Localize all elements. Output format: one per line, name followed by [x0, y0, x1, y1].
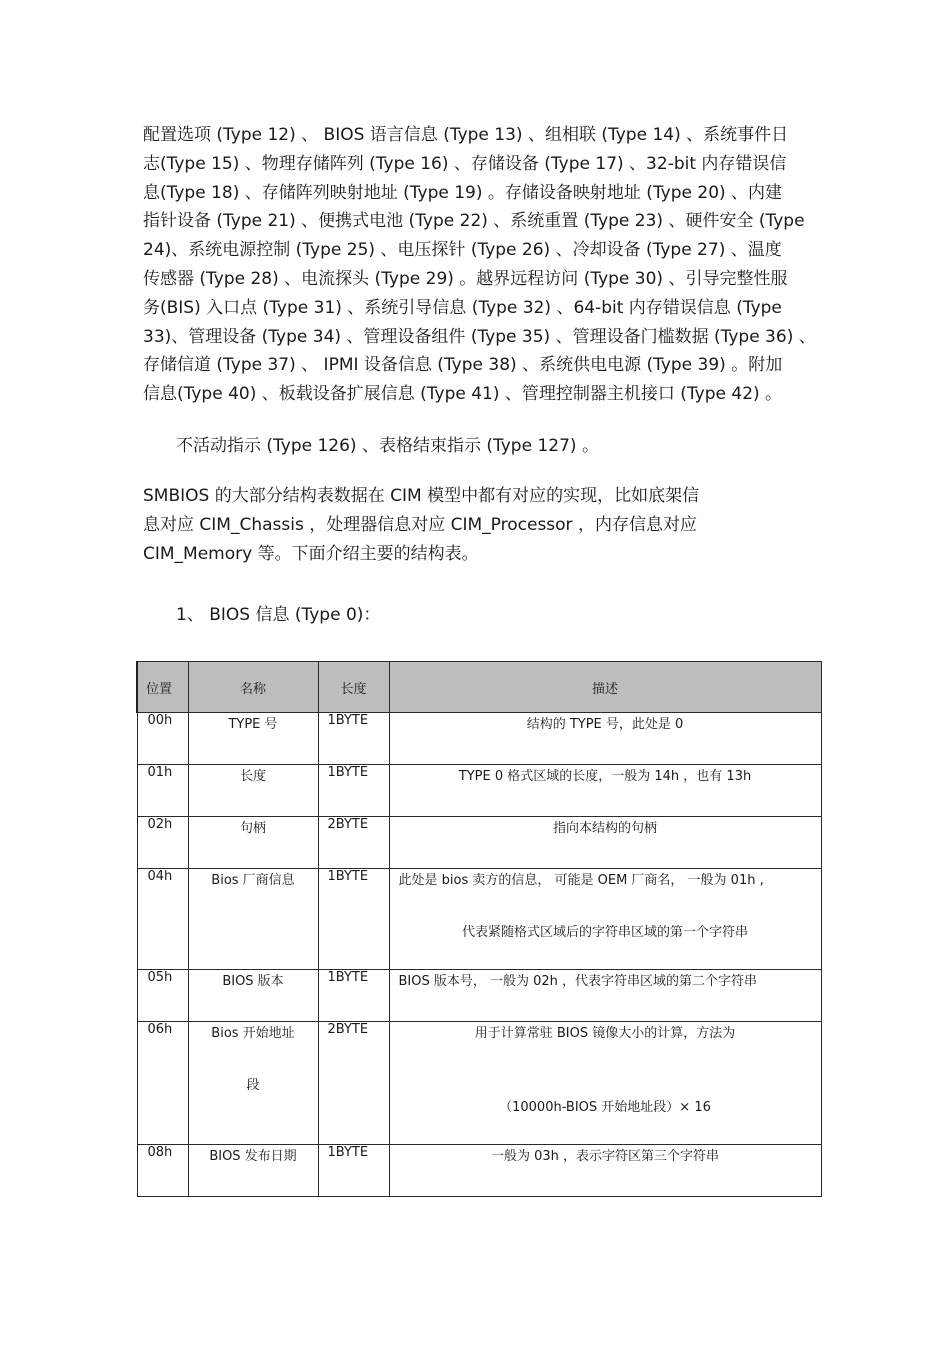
table-row — [137, 817, 821, 869]
cell-text: 段 — [246, 1078, 260, 1093]
table-header-row — [137, 662, 821, 713]
text-line: CIM_Memory 等。下面介绍主要的结构表。 — [143, 543, 479, 564]
table-row — [137, 1022, 821, 1145]
header-description: 描述 — [389, 662, 821, 713]
cell-text: Bios 开始地址 — [211, 1026, 295, 1041]
text-line: 信息(Type 40) 、板载设备扩展信息 (Type 41) 、管理控制器主机接口 (Type 42) 。 — [143, 384, 783, 405]
cell-position: 00h — [137, 713, 188, 765]
paragraph-cim-mapping — [143, 482, 813, 568]
header-length: 长度 — [318, 662, 389, 713]
cell-length: 1BYTE — [318, 970, 389, 1022]
cell-length: 1BYTE — [318, 1145, 389, 1197]
cell-text: BIOS 发布日期 — [209, 1149, 297, 1164]
cell-description — [389, 869, 821, 970]
cell-text: BIOS 版本号， 一般为 02h ，代表字符串区域的第二个字符串 — [398, 974, 758, 989]
cell-name — [188, 1022, 318, 1145]
cell-text: TYPE 0 格式区域的长度，一般为 14h ，也有 13h — [458, 769, 752, 784]
cell-length: 2BYTE — [318, 817, 389, 869]
cell-text: 用于计算常驻 BIOS 镜像大小的计算，方法为 — [474, 1026, 736, 1041]
text-line: 存储信道 (Type 37) 、 IPMI 设备信息 (Type 38) 、系统供电电源 (Type 39) 。附加 — [143, 355, 783, 376]
table-row — [137, 970, 821, 1022]
text-line: 24)、系统电源控制 (Type 25) 、电压探针 (Type 26) 、冷却设备 (Type 27) 、温度 — [143, 240, 782, 261]
cell-length: 1BYTE — [318, 713, 389, 765]
cell-name — [188, 970, 318, 1022]
cell-position: 05h — [137, 970, 188, 1022]
cell-name — [188, 765, 318, 817]
cell-text: 指向本结构的句柄 — [552, 821, 657, 836]
cell-text: 一般为 03h ，表示字符区第三个字符串 — [490, 1149, 720, 1164]
cell-description — [389, 713, 821, 765]
cell-text: 代表紧随格式区域后的字符串区域的第一个字符串 — [461, 925, 748, 940]
text-line: 1、 BIOS 信息 (Type 0)： — [176, 605, 381, 625]
text-line: 息对应 CIM_Chassis ，处理器信息对应 CIM_Processor ，内存信息对应 — [143, 514, 697, 535]
cell-description — [389, 817, 821, 869]
cell-text: 长度 — [239, 769, 266, 784]
text-line: 传感器 (Type 28) 、电流探头 (Type 29) 。越界远程访问 (Type 30) 、引导完整性服 — [143, 268, 788, 289]
cell-description — [389, 1022, 821, 1145]
text-line: SMBIOS 的大部分结构表数据在 CIM 模型中都有对应的实现，比如底架信 — [143, 486, 700, 506]
cell-length: 1BYTE — [318, 765, 389, 817]
cell-text: 此处是 bios 卖方的信息， 可能是 OEM 厂商名， 一般为 01h , — [398, 873, 764, 888]
cell-text: 句柄 — [239, 821, 266, 836]
text-line: 务(BIS) 入口点 (Type 31) 、系统引导信息 (Type 32) 、64-bit 内存错误信息 (Type — [143, 297, 782, 318]
text-line: 指针设备 (Type 21) 、便携式电池 (Type 22) 、系统重置 (Type 23) 、硬件安全 (Type — [143, 211, 805, 232]
text-line: 不活动指示 (Type 126) 、表格结束指示 (Type 127) 。 — [176, 436, 599, 456]
cell-text: 结构的 TYPE 号，此处是 0 — [526, 717, 684, 732]
cell-description — [389, 1145, 821, 1197]
table-row — [137, 1145, 821, 1197]
cell-name — [188, 1145, 318, 1197]
bios-info-table — [136, 661, 822, 1197]
paragraph-type-list — [143, 121, 816, 409]
paragraph-inactive-end — [176, 432, 846, 461]
cell-text: BIOS 版本 — [222, 974, 284, 989]
text-line: 志(Type 15) 、物理存储阵列 (Type 16) 、存储设备 (Type 17) 、32-bit 内存错误信 — [143, 153, 787, 174]
cell-description — [389, 765, 821, 817]
cell-name — [188, 713, 318, 765]
cell-position: 04h — [137, 869, 188, 970]
cell-description — [389, 970, 821, 1022]
text-line: 息(Type 18) 、存储阵列映射地址 (Type 19) 。存储设备映射地址 (Type 20) 、内建 — [143, 182, 783, 203]
cell-position: 08h — [137, 1145, 188, 1197]
table-row — [137, 869, 821, 970]
section-heading-bios-info — [176, 601, 846, 630]
cell-text: （10000h-BIOS 开始地址段）× 16 — [499, 1100, 711, 1115]
cell-position: 01h — [137, 765, 188, 817]
cell-text: Bios 厂商信息 — [211, 873, 295, 888]
cell-position: 02h — [137, 817, 188, 869]
cell-length: 1BYTE — [318, 869, 389, 970]
text-line: 配置选项 (Type 12) 、 BIOS 语言信息 (Type 13) 、组相联 (Type 14) 、系统事件日 — [143, 125, 789, 145]
table-row — [137, 765, 821, 817]
cell-name — [188, 869, 318, 970]
table-row — [137, 713, 821, 765]
cell-name — [188, 817, 318, 869]
header-position: 位置 — [137, 662, 188, 713]
cell-position: 06h — [137, 1022, 188, 1145]
cell-text: TYPE 号 — [228, 717, 278, 732]
header-name: 名称 — [188, 662, 318, 713]
cell-length: 2BYTE — [318, 1022, 389, 1145]
text-line: 33)、管理设备 (Type 34) 、管理设备组件 (Type 35) 、管理设备门槛数据 (Type 36) 、 — [143, 326, 816, 347]
